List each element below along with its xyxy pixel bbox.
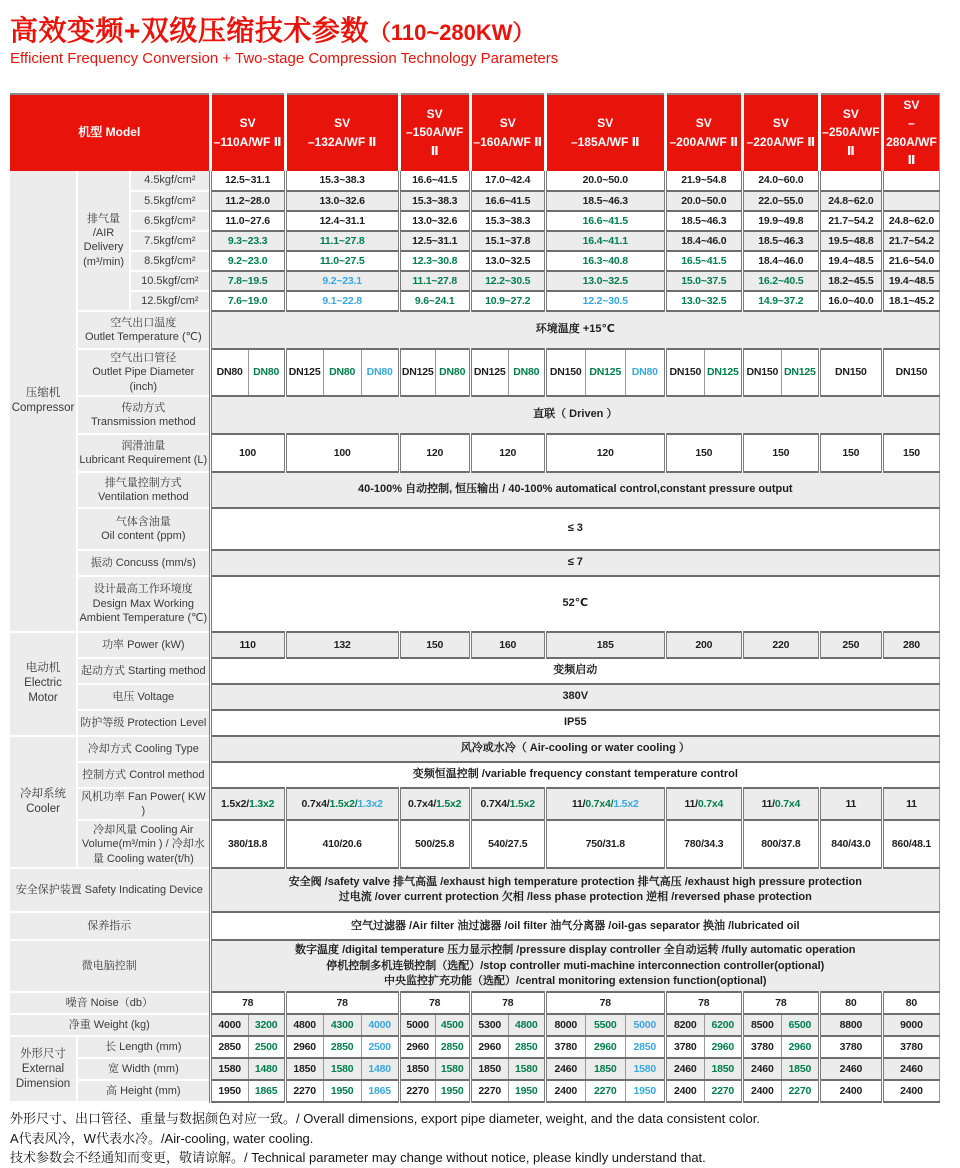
value-cell: 2850 bbox=[210, 1036, 248, 1058]
column-header-cell: 机型 Model bbox=[10, 94, 210, 171]
value-segment: 1.5x2/ bbox=[329, 797, 358, 810]
value-cell: 1580 bbox=[625, 1058, 665, 1080]
row-label-cell: 高 Height (mm) bbox=[77, 1080, 210, 1102]
row-label-cell: 电压 Voltage bbox=[77, 684, 210, 710]
row-label-cell: 空气出口管径 Outlet Pipe Diameter (inch) bbox=[77, 349, 210, 396]
value-cell: 80 bbox=[882, 992, 939, 1014]
row-label-cell: 振动 Concuss (mm/s) bbox=[77, 550, 210, 576]
value-segment: 11/ bbox=[684, 797, 698, 810]
row-label-cell: 7.5kgf/cm² bbox=[130, 231, 210, 251]
value-cell: ≤ 3 bbox=[210, 508, 939, 550]
value-cell: 7.8~19.5 bbox=[210, 271, 285, 291]
value-cell: 2460 bbox=[665, 1058, 704, 1080]
value-cell: 250 bbox=[819, 632, 882, 658]
value-cell: 21.7~54.2 bbox=[819, 211, 882, 231]
value-segment: 11 bbox=[845, 797, 857, 810]
value-cell: 20.0~50.0 bbox=[665, 191, 742, 211]
value-cell: 9.2~23.1 bbox=[285, 271, 399, 291]
value-cell: 78 bbox=[742, 992, 819, 1014]
value-cell: DN80 bbox=[323, 349, 361, 396]
value-cell bbox=[545, 788, 665, 821]
column-header-cell: SV –150A/WF Ⅱ bbox=[399, 94, 470, 171]
row-label-cell: 长 Length (mm) bbox=[77, 1036, 210, 1058]
value-cell: 540/27.5 bbox=[470, 820, 545, 868]
value-cell: 安全阀 /safety valve 排气高温 /exhaust high temperature protection 排气高压 /exhaust high pressure protection 过电流 /over current protection 欠相 /less phase protection 逆相 /reversed phase protection bbox=[210, 868, 939, 912]
value-cell: 21.6~54.0 bbox=[882, 251, 939, 271]
value-cell: 150 bbox=[665, 434, 742, 472]
value-cell: 12.5~31.1 bbox=[210, 171, 285, 191]
value-cell: 10.9~27.2 bbox=[470, 291, 545, 311]
row-label-cell: 风机功率 Fan Power( KW ) bbox=[77, 788, 210, 821]
value-segment: 0.7x4/ bbox=[585, 797, 614, 810]
value-cell: 1580 bbox=[508, 1058, 545, 1080]
value-cell: 16.6~41.5 bbox=[545, 211, 665, 231]
value-cell: 150 bbox=[742, 434, 819, 472]
value-cell: 4000 bbox=[361, 1014, 399, 1036]
value-segment: 0.7x4/ bbox=[408, 797, 437, 810]
page-title-zh: 高效变频+双级压缩技术参数 bbox=[10, 15, 369, 46]
value-cell: 1850 bbox=[399, 1058, 435, 1080]
row-label-cell: 设计最高工作环境度 Design Max Working Ambient Temperature (℃) bbox=[77, 576, 210, 632]
value-cell: 110 bbox=[210, 632, 285, 658]
value-segment: 1.3x2 bbox=[248, 797, 275, 810]
value-cell: 15.3~38.3 bbox=[285, 171, 399, 191]
value-cell: 780/34.3 bbox=[665, 820, 742, 868]
value-cell: 24.8~62.0 bbox=[819, 191, 882, 211]
value-segment: 11 bbox=[906, 797, 917, 810]
value-cell: 2960 bbox=[585, 1036, 625, 1058]
value-cell: 14.9~37.2 bbox=[742, 291, 819, 311]
value-cell: 120 bbox=[399, 434, 470, 472]
row-label-cell: 冷却方式 Cooling Type bbox=[77, 736, 210, 762]
value-cell: 19.4~48.5 bbox=[819, 251, 882, 271]
value-cell: 17.0~42.4 bbox=[470, 171, 545, 191]
value-cell bbox=[210, 788, 285, 821]
value-cell: 11.0~27.6 bbox=[210, 211, 285, 231]
value-cell: 2460 bbox=[819, 1058, 882, 1080]
value-cell: 78 bbox=[665, 992, 742, 1014]
value-cell: 18.5~46.3 bbox=[665, 211, 742, 231]
section-label-cell: 冷却系统 Cooler bbox=[10, 736, 77, 869]
page-subtitle: Efficient Frequency Conversion + Two-stage Compression Technology Parameters bbox=[10, 49, 559, 67]
section-label-cell: 外形尺寸 External Dimension bbox=[10, 1036, 77, 1102]
value-cell: 2400 bbox=[742, 1080, 781, 1102]
value-cell: 2270 bbox=[585, 1080, 625, 1102]
column-header-cell: SV –185A/WF Ⅱ bbox=[545, 94, 665, 171]
value-cell: 24.0~60.0 bbox=[742, 171, 819, 191]
value-cell: 13.0~32.5 bbox=[545, 271, 665, 291]
value-cell bbox=[742, 788, 819, 821]
value-cell: 2960 bbox=[285, 1036, 323, 1058]
value-cell: DN125 bbox=[585, 349, 625, 396]
value-cell: 1950 bbox=[323, 1080, 361, 1102]
value-cell: 2400 bbox=[665, 1080, 704, 1102]
value-cell: 2400 bbox=[819, 1080, 882, 1102]
value-cell: 5000 bbox=[625, 1014, 665, 1036]
value-cell: 1480 bbox=[248, 1058, 285, 1080]
value-cell bbox=[819, 171, 882, 191]
value-segment: 1.5x2 bbox=[509, 797, 535, 810]
value-cell: 11.0~27.5 bbox=[285, 251, 399, 271]
section-label-cell: 电动机 Electric Motor bbox=[10, 632, 77, 736]
value-segment: 1.3x2 bbox=[357, 797, 383, 810]
value-cell: 12.5~31.1 bbox=[399, 231, 470, 251]
value-cell: 11.2~28.0 bbox=[210, 191, 285, 211]
value-cell: 18.4~46.0 bbox=[742, 251, 819, 271]
value-cell: 3780 bbox=[545, 1036, 585, 1058]
row-label-cell: 6.5kgf/cm² bbox=[130, 211, 210, 231]
value-cell: 15.1~37.8 bbox=[470, 231, 545, 251]
row-label-cell: 空气出口温度 Outlet Temperature (℃) bbox=[77, 311, 210, 349]
value-cell: 13.0~32.5 bbox=[470, 251, 545, 271]
value-cell: 16.5~41.5 bbox=[665, 251, 742, 271]
value-segment: 11/ bbox=[571, 797, 586, 810]
value-cell: ≤ 7 bbox=[210, 550, 939, 576]
value-cell: 100 bbox=[285, 434, 399, 472]
value-cell: 9.6~24.1 bbox=[399, 291, 470, 311]
value-cell: 19.9~49.8 bbox=[742, 211, 819, 231]
value-cell: 2460 bbox=[545, 1058, 585, 1080]
value-cell: 1480 bbox=[361, 1058, 399, 1080]
value-cell: 11.1~27.8 bbox=[399, 271, 470, 291]
value-cell: 11.1~27.8 bbox=[285, 231, 399, 251]
value-cell: 24.8~62.0 bbox=[882, 211, 939, 231]
value-cell: 1850 bbox=[704, 1058, 742, 1080]
row-label-cell: 12.5kgf/cm² bbox=[130, 291, 210, 311]
value-cell: 185 bbox=[545, 632, 665, 658]
value-cell: 8000 bbox=[545, 1014, 585, 1036]
value-cell: 1850 bbox=[285, 1058, 323, 1080]
value-cell: 1580 bbox=[435, 1058, 470, 1080]
value-cell: 2270 bbox=[781, 1080, 819, 1102]
value-cell: 15.3~38.3 bbox=[399, 191, 470, 211]
value-cell: 80 bbox=[819, 992, 882, 1014]
row-label-cell: 防护等级 Protection Level bbox=[77, 710, 210, 736]
value-cell: DN150 bbox=[742, 349, 781, 396]
value-cell bbox=[882, 191, 939, 211]
column-header-cell: SV –200A/WF Ⅱ bbox=[665, 94, 742, 171]
value-cell: DN80 bbox=[248, 349, 285, 396]
value-cell: DN150 bbox=[882, 349, 939, 396]
row-label-cell: 宽 Width (mm) bbox=[77, 1058, 210, 1080]
value-cell: 1850 bbox=[470, 1058, 508, 1080]
value-cell: 750/31.8 bbox=[545, 820, 665, 868]
value-cell: 1580 bbox=[210, 1058, 248, 1080]
value-cell: 78 bbox=[399, 992, 470, 1014]
value-segment: 0.7X4/ bbox=[480, 797, 510, 810]
value-cell: 2270 bbox=[704, 1080, 742, 1102]
row-label-cell: 气体含油量 Oil content (ppm) bbox=[77, 508, 210, 550]
value-cell: 9.3~23.3 bbox=[210, 231, 285, 251]
value-cell: 4800 bbox=[508, 1014, 545, 1036]
value-cell: DN80 bbox=[435, 349, 470, 396]
value-cell: 4000 bbox=[210, 1014, 248, 1036]
value-cell: 4500 bbox=[435, 1014, 470, 1036]
row-label-cell: 功率 Power (kW) bbox=[77, 632, 210, 658]
value-cell: 2270 bbox=[470, 1080, 508, 1102]
value-cell: 直联（ Driven ） bbox=[210, 396, 939, 434]
value-cell: 1950 bbox=[508, 1080, 545, 1102]
row-label-cell: 冷却风量 Cooling Air Volume(m³/min ) / 冷却水 量 Cooling water(t/h) bbox=[77, 820, 210, 868]
value-cell: 1950 bbox=[210, 1080, 248, 1102]
value-cell: 380V bbox=[210, 684, 939, 710]
row-label-cell: 噪音 Noise（db） bbox=[10, 992, 210, 1014]
row-label-cell: 起动方式 Starting method bbox=[77, 658, 210, 684]
value-cell: 12.3~30.8 bbox=[399, 251, 470, 271]
value-cell: DN150 bbox=[819, 349, 882, 396]
value-cell: 15.0~37.5 bbox=[665, 271, 742, 291]
value-cell: 9.1~22.8 bbox=[285, 291, 399, 311]
value-cell: 2400 bbox=[882, 1080, 939, 1102]
value-cell: 16.4~41.1 bbox=[545, 231, 665, 251]
value-cell: 5000 bbox=[399, 1014, 435, 1036]
value-cell: 13.0~32.6 bbox=[285, 191, 399, 211]
row-label-cell: 控制方式 Control method bbox=[77, 762, 210, 788]
value-cell: 8500 bbox=[742, 1014, 781, 1036]
value-cell: 2960 bbox=[470, 1036, 508, 1058]
value-cell: 2500 bbox=[248, 1036, 285, 1058]
value-cell: 52℃ bbox=[210, 576, 939, 632]
value-cell: 840/43.0 bbox=[819, 820, 882, 868]
value-cell: 15.3~38.3 bbox=[470, 211, 545, 231]
footer-note: A代表风冷，W代表水冷。/Air-cooling, water cooling. bbox=[10, 1130, 314, 1146]
value-cell: 12.2~30.5 bbox=[470, 271, 545, 291]
footer-note: 技术参数会不经通知而变更，敬请谅解。/ Technical parameter may change without notice, please kindly understand that. bbox=[10, 1150, 706, 1166]
value-cell: 2460 bbox=[882, 1058, 939, 1080]
value-cell: 120 bbox=[545, 434, 665, 472]
value-cell: 78 bbox=[210, 992, 285, 1014]
column-header-cell: SV –280A/WF Ⅱ bbox=[882, 94, 939, 171]
value-cell: DN125 bbox=[399, 349, 435, 396]
value-cell: 4300 bbox=[323, 1014, 361, 1036]
value-cell: DN150 bbox=[665, 349, 704, 396]
row-label-cell: 排气量控制方式 Ventilation method bbox=[77, 472, 210, 508]
value-cell: 18.1~45.2 bbox=[882, 291, 939, 311]
value-cell: 1580 bbox=[323, 1058, 361, 1080]
value-cell: 160 bbox=[470, 632, 545, 658]
value-segment: 11/ bbox=[761, 797, 775, 810]
footer-notes bbox=[10, 1109, 950, 1168]
value-cell: 16.6~41.5 bbox=[470, 191, 545, 211]
value-cell: DN80 bbox=[625, 349, 665, 396]
value-cell bbox=[882, 171, 939, 191]
value-cell: 21.7~54.2 bbox=[882, 231, 939, 251]
row-label-cell: 微电脑控制 bbox=[10, 940, 210, 992]
value-cell: 3780 bbox=[665, 1036, 704, 1058]
value-cell: 数字温度 /digital temperature 压力显示控制 /pressure display controller 全自动运转 /fully automatic operation 停机控制多机连锁控制（选配）/stop controller muti-machine interconnection controller(optional) 中央监控扩充功能（选配）/central monitoring extension function(optional) bbox=[210, 940, 939, 992]
value-cell: 18.2~45.5 bbox=[819, 271, 882, 291]
row-label-cell: 净重 Weight (kg) bbox=[10, 1014, 210, 1036]
value-cell: 3780 bbox=[819, 1036, 882, 1058]
value-cell: 3780 bbox=[742, 1036, 781, 1058]
footer-note: 外形尺寸、出口管径、重量与数据颜色对应一致。/ Overall dimensions, export pipe diameter, weight, and the data consistent color. bbox=[10, 1111, 760, 1127]
value-cell: 19.5~48.8 bbox=[819, 231, 882, 251]
value-cell: 16.3~40.8 bbox=[545, 251, 665, 271]
value-cell: 16.0~40.0 bbox=[819, 291, 882, 311]
value-cell: 860/48.1 bbox=[882, 820, 939, 868]
value-cell: 16.6~41.5 bbox=[399, 171, 470, 191]
value-cell: 410/20.6 bbox=[285, 820, 399, 868]
value-cell: 40-100% 自动控制, 恒压输出 / 40-100% automatical control,constant pressure output bbox=[210, 472, 939, 508]
value-cell bbox=[819, 788, 882, 821]
row-label-cell: 4.5kgf/cm² bbox=[130, 171, 210, 191]
value-segment: 0.7x4 bbox=[774, 797, 801, 810]
row-label-cell: 8.5kgf/cm² bbox=[130, 251, 210, 271]
value-cell: 2850 bbox=[435, 1036, 470, 1058]
value-cell: 2270 bbox=[399, 1080, 435, 1102]
value-cell: 280 bbox=[882, 632, 939, 658]
value-cell bbox=[399, 788, 470, 821]
value-cell: 9.2~23.0 bbox=[210, 251, 285, 271]
value-cell: 18.4~46.0 bbox=[665, 231, 742, 251]
row-label-cell: 5.5kgf/cm² bbox=[130, 191, 210, 211]
value-cell: 16.2~40.5 bbox=[742, 271, 819, 291]
value-cell: 132 bbox=[285, 632, 399, 658]
section-label-cell: 压缩机 Compressor bbox=[10, 171, 77, 632]
value-cell: 2460 bbox=[742, 1058, 781, 1080]
value-cell bbox=[665, 788, 742, 821]
value-cell: 2960 bbox=[399, 1036, 435, 1058]
value-cell: DN150 bbox=[545, 349, 585, 396]
value-cell: 8200 bbox=[665, 1014, 704, 1036]
row-label-cell: 10.5kgf/cm² bbox=[130, 271, 210, 291]
value-cell: 800/37.8 bbox=[742, 820, 819, 868]
value-cell: 8800 bbox=[819, 1014, 882, 1036]
value-cell: 7.6~19.0 bbox=[210, 291, 285, 311]
value-cell: 100 bbox=[210, 434, 285, 472]
value-cell bbox=[470, 788, 545, 821]
value-cell: 2850 bbox=[508, 1036, 545, 1058]
value-cell: 200 bbox=[665, 632, 742, 658]
value-cell: 6200 bbox=[704, 1014, 742, 1036]
value-segment: 1.5x2 bbox=[613, 797, 639, 810]
value-cell: 18.5~46.3 bbox=[545, 191, 665, 211]
value-cell: 9000 bbox=[882, 1014, 939, 1036]
value-cell: 2400 bbox=[545, 1080, 585, 1102]
page-title-range: （110~280KW） bbox=[368, 20, 535, 45]
value-cell: 5300 bbox=[470, 1014, 508, 1036]
value-cell: 2960 bbox=[781, 1036, 819, 1058]
value-cell: DN80 bbox=[508, 349, 545, 396]
value-cell: 220 bbox=[742, 632, 819, 658]
value-cell: 1850 bbox=[781, 1058, 819, 1080]
value-cell: 1950 bbox=[625, 1080, 665, 1102]
value-cell: 13.0~32.5 bbox=[665, 291, 742, 311]
row-label-cell: 保养指示 bbox=[10, 912, 210, 940]
value-cell: 78 bbox=[545, 992, 665, 1014]
column-header-cell: SV –220A/WF Ⅱ bbox=[742, 94, 819, 171]
row-label-cell: 传动方式 Transmission method bbox=[77, 396, 210, 434]
row-label-cell: 排气量 /AIR Delivery (m³/min) bbox=[77, 171, 130, 311]
value-cell: 78 bbox=[470, 992, 545, 1014]
value-cell: DN80 bbox=[210, 349, 248, 396]
value-segment: 1.5x2 bbox=[436, 797, 462, 810]
value-cell: 150 bbox=[882, 434, 939, 472]
value-segment: 0.7x4 bbox=[697, 797, 724, 810]
value-cell: 380/18.8 bbox=[210, 820, 285, 868]
value-cell: 1850 bbox=[585, 1058, 625, 1080]
value-cell: 6500 bbox=[781, 1014, 819, 1036]
value-cell: 变频启动 bbox=[210, 658, 939, 684]
value-cell: 18.5~46.3 bbox=[742, 231, 819, 251]
column-header-cell: SV –160A/WF Ⅱ bbox=[470, 94, 545, 171]
column-header-cell: SV –250A/WF Ⅱ bbox=[819, 94, 882, 171]
spec-table bbox=[10, 93, 940, 1104]
value-cell: 2850 bbox=[625, 1036, 665, 1058]
column-header-cell: SV –132A/WF Ⅱ bbox=[285, 94, 399, 171]
value-cell: 2850 bbox=[323, 1036, 361, 1058]
value-segment: 0.7x4/ bbox=[301, 797, 330, 810]
value-cell: 12.4~31.1 bbox=[285, 211, 399, 231]
value-segment: 1.5x2/ bbox=[220, 797, 249, 810]
value-cell bbox=[882, 788, 939, 821]
value-cell: 500/25.8 bbox=[399, 820, 470, 868]
value-cell: 3780 bbox=[882, 1036, 939, 1058]
value-cell: 空气过滤器 /Air filter 油过滤器 /oil filter 油气分离器 /oil-gas separator 换油 /lubricated oil bbox=[210, 912, 939, 940]
value-cell: 22.0~55.0 bbox=[742, 191, 819, 211]
value-cell: 2500 bbox=[361, 1036, 399, 1058]
value-cell: DN80 bbox=[361, 349, 399, 396]
value-cell: 13.0~32.6 bbox=[399, 211, 470, 231]
value-cell: 1865 bbox=[248, 1080, 285, 1102]
value-cell: 19.4~48.5 bbox=[882, 271, 939, 291]
value-cell: DN125 bbox=[781, 349, 819, 396]
value-cell bbox=[285, 788, 399, 821]
value-cell: 120 bbox=[470, 434, 545, 472]
row-label-cell: 润滑油量 Lubricant Requirement (L) bbox=[77, 434, 210, 472]
value-cell: 20.0~50.0 bbox=[545, 171, 665, 191]
value-cell: 4800 bbox=[285, 1014, 323, 1036]
value-cell: 风冷或水冷（ Air-cooling or water cooling ） bbox=[210, 736, 939, 762]
value-cell: 150 bbox=[819, 434, 882, 472]
value-cell: 3200 bbox=[248, 1014, 285, 1036]
value-cell: 78 bbox=[285, 992, 399, 1014]
value-cell: 1950 bbox=[435, 1080, 470, 1102]
value-cell: 1865 bbox=[361, 1080, 399, 1102]
column-header-cell: SV –110A/WF Ⅱ bbox=[210, 94, 285, 171]
value-cell: 2960 bbox=[704, 1036, 742, 1058]
value-cell: DN125 bbox=[470, 349, 508, 396]
row-label-cell: 安全保护装置 Safety Indicating Device bbox=[10, 868, 210, 912]
value-cell: DN125 bbox=[704, 349, 742, 396]
value-cell: 2270 bbox=[285, 1080, 323, 1102]
value-cell: DN125 bbox=[285, 349, 323, 396]
page-title bbox=[10, 14, 950, 48]
value-cell: 环境温度 +15℃ bbox=[210, 311, 939, 349]
value-cell: 5500 bbox=[585, 1014, 625, 1036]
value-cell: 12.2~30.5 bbox=[545, 291, 665, 311]
value-cell: IP55 bbox=[210, 710, 939, 736]
value-cell: 21.9~54.8 bbox=[665, 171, 742, 191]
value-cell: 150 bbox=[399, 632, 470, 658]
value-cell: 变频恒温控制 /variable frequency constant temperature control bbox=[210, 762, 939, 788]
